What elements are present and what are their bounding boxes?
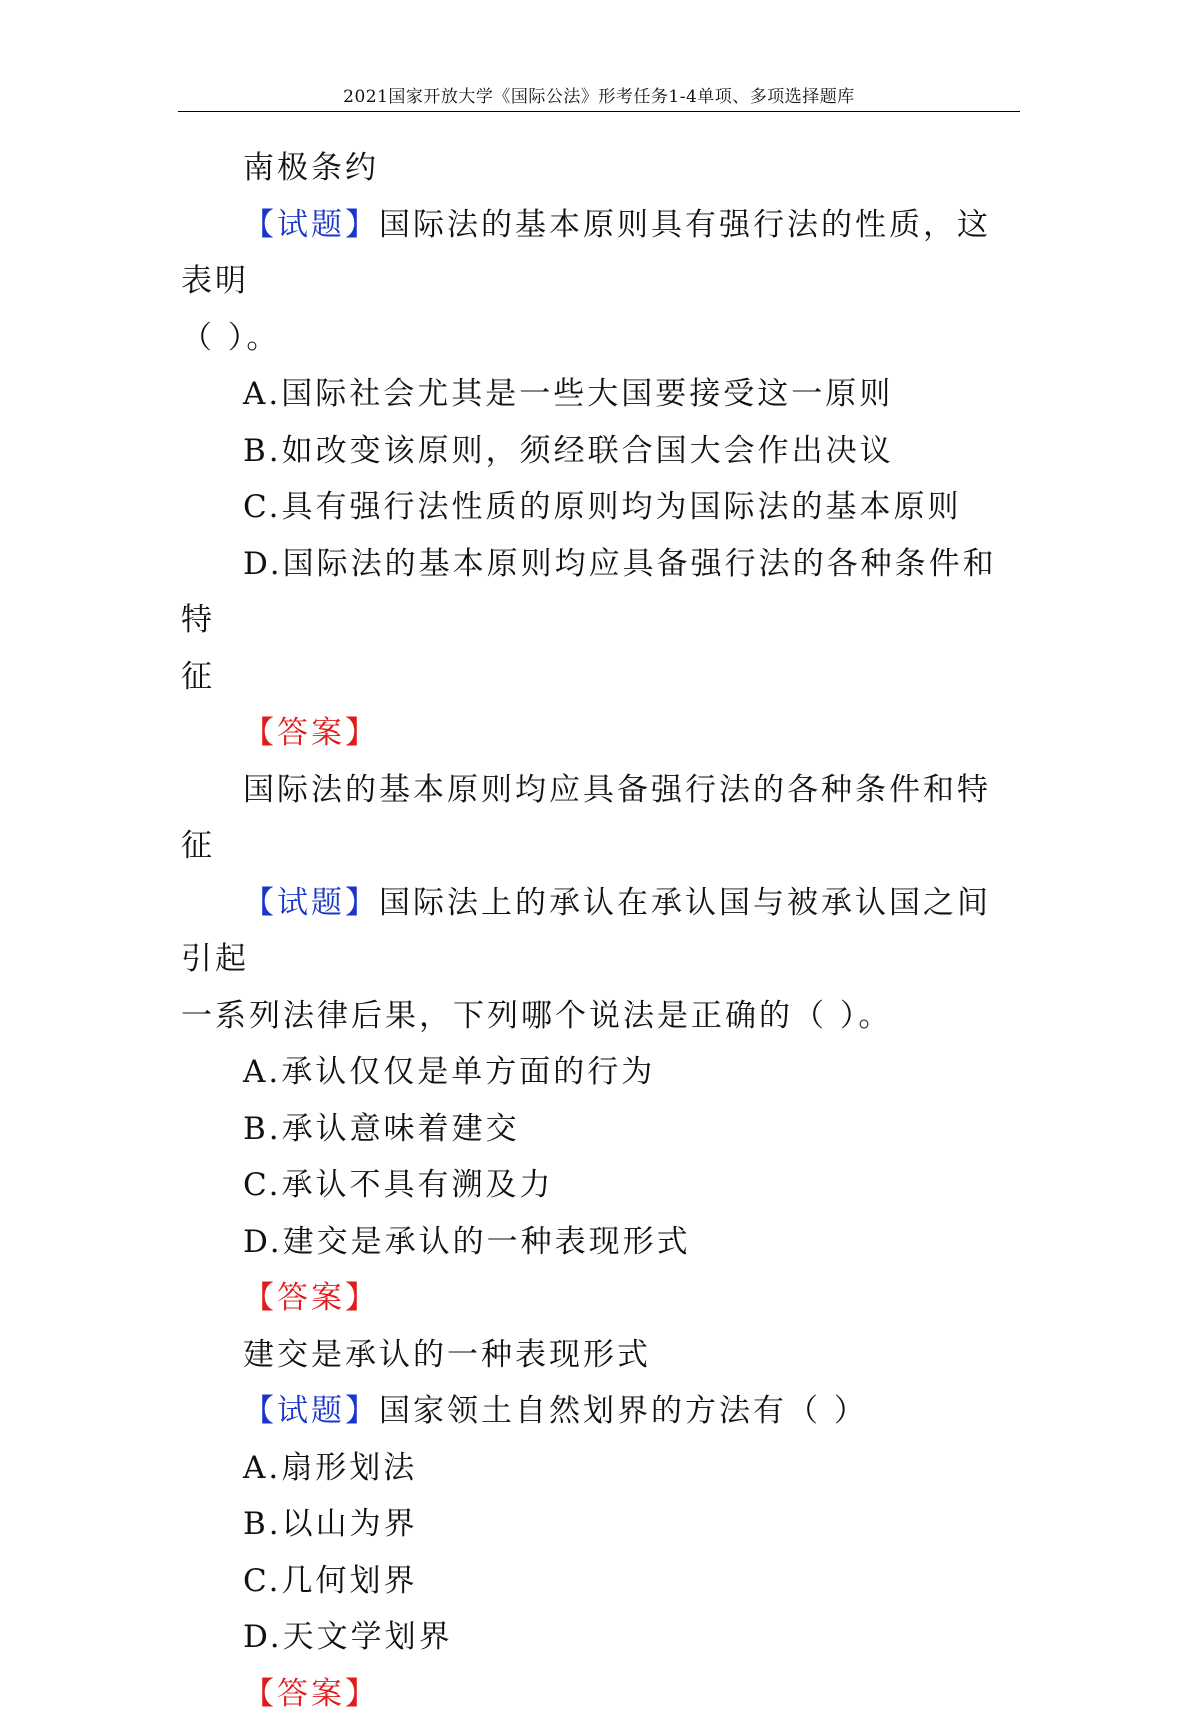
document-body bbox=[181, 140, 1021, 1722]
answer-label: 【答案】 bbox=[243, 715, 379, 751]
option-a: A.国际社会尤其是一些大国要接受这一原则 bbox=[181, 366, 1021, 423]
option-d-continued: 征 bbox=[181, 649, 1021, 706]
answer-label: 【答案】 bbox=[243, 1280, 379, 1316]
option-b: B.承认意味着建交 bbox=[181, 1101, 1021, 1158]
question-tag: 【试题】 bbox=[243, 885, 379, 921]
question-tag: 【试题】 bbox=[243, 1393, 379, 1429]
answer-text: 南极条约 bbox=[181, 140, 1021, 197]
option-b: B.如改变该原则，须经联合国大会作出决议 bbox=[181, 423, 1021, 480]
option-b: B.以山为界 bbox=[181, 1496, 1021, 1553]
option-d: D.国际法的基本原则均应具备强行法的各种条件和特 bbox=[181, 536, 1021, 649]
option-c: C.几何划界 bbox=[181, 1553, 1021, 1610]
answer-tag bbox=[181, 1666, 1021, 1722]
answer-label: 【答案】 bbox=[243, 1676, 379, 1712]
answer-tag bbox=[181, 1270, 1021, 1327]
question-stem bbox=[181, 875, 1021, 988]
question-text: 国际法上的承认在承认国与被承认国之间引起 bbox=[181, 885, 991, 978]
question-text: 国家领土自然划界的方法有（ ） bbox=[379, 1393, 868, 1429]
page-header-title: 2021国家开放大学《国际公法》形考任务1-4单项、多项选择题库 bbox=[178, 86, 1020, 108]
question-text-continued: （ ）。 bbox=[181, 310, 1021, 367]
header-divider bbox=[178, 111, 1020, 112]
option-c: C.具有强行法性质的原则均为国际法的基本原则 bbox=[181, 479, 1021, 536]
question-stem bbox=[181, 1383, 1021, 1440]
question-text: 国际法的基本原则具有强行法的性质，这表明 bbox=[181, 207, 991, 300]
option-a: A.扇形划法 bbox=[181, 1440, 1021, 1497]
option-d: D.天文学划界 bbox=[181, 1609, 1021, 1666]
question-stem bbox=[181, 197, 1021, 310]
option-d: D.建交是承认的一种表现形式 bbox=[181, 1214, 1021, 1271]
question-tag: 【试题】 bbox=[243, 207, 379, 243]
answer-text: 建交是承认的一种表现形式 bbox=[181, 1327, 1021, 1384]
option-a: A.承认仅仅是单方面的行为 bbox=[181, 1044, 1021, 1101]
question-text-continued: 一系列法律后果，下列哪个说法是正确的（ ）。 bbox=[181, 988, 1021, 1045]
answer-text: 国际法的基本原则均应具备强行法的各种条件和特征 bbox=[181, 762, 1021, 875]
answer-tag bbox=[181, 705, 1021, 762]
option-c: C.承认不具有溯及力 bbox=[181, 1157, 1021, 1214]
